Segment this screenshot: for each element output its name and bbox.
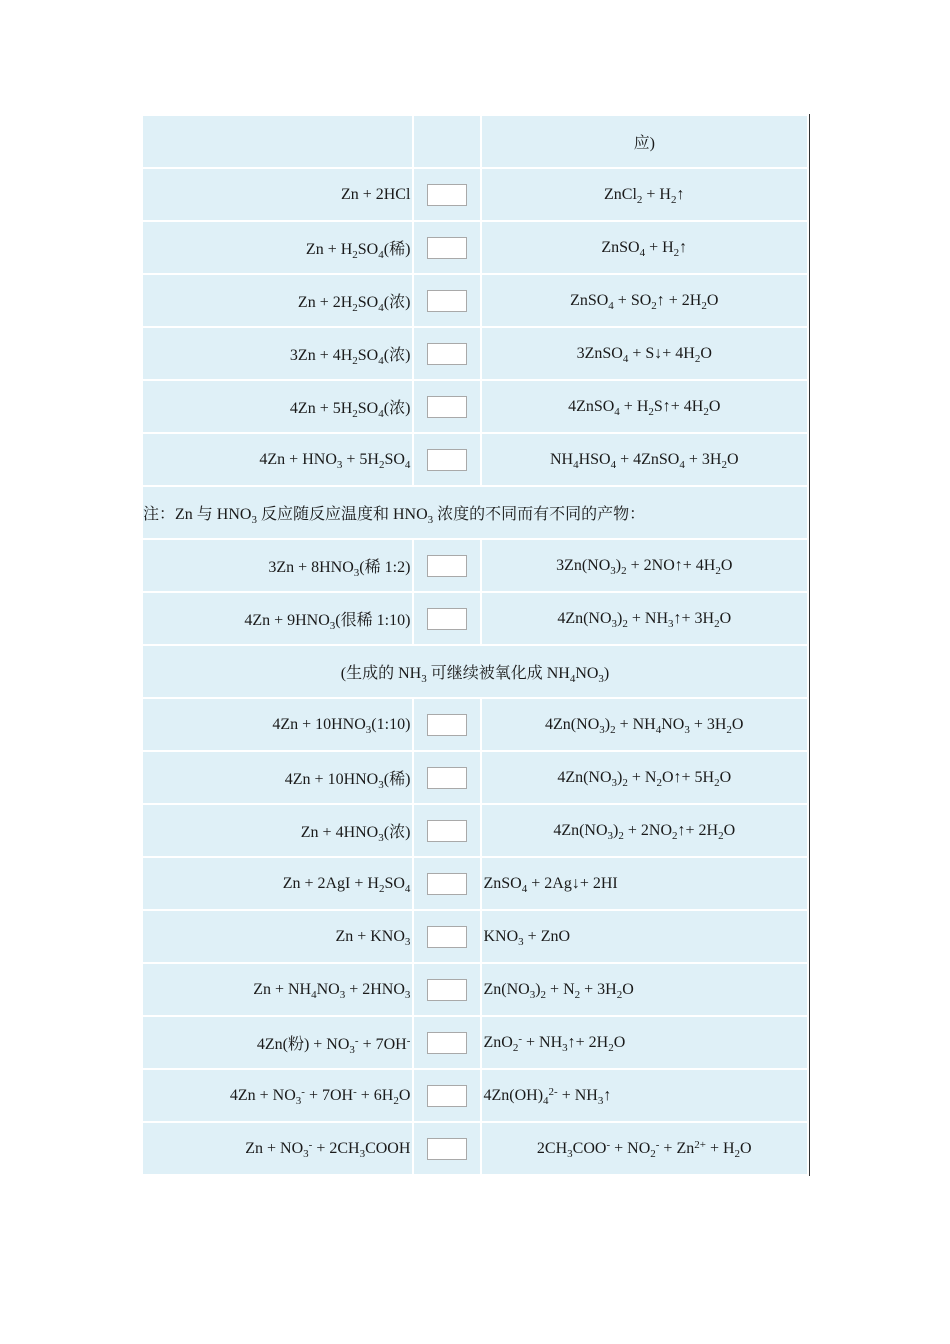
- products-cell: $4Zn(NO_3)_2 + NH_4NO_3 + 3H_2O$: [482, 699, 808, 750]
- condition-cell: [414, 1123, 479, 1174]
- blank-answer-box: [427, 396, 467, 418]
- products-cell: $2CH_3COO^- + NO_2^- + Zn^{2+} + H_2O$: [482, 1123, 808, 1174]
- blank-answer-box: [427, 1032, 467, 1054]
- condition-cell: [414, 540, 479, 591]
- reaction-row: [143, 116, 807, 167]
- products-cell: $KNO_3$ + ZnO: [482, 911, 808, 962]
- note-row: [143, 646, 807, 697]
- blank-answer-box: [427, 237, 467, 259]
- reactants-cell: $4Zn + HNO_3 + 5H_2SO_4$: [143, 434, 412, 485]
- condition-cell: [414, 116, 479, 167]
- products-cell: ZnSO$_4$ + 2Ag↓+ 2HI: [482, 858, 808, 909]
- reactants-cell: $Zn + H_2SO_4$(稀): [143, 222, 412, 273]
- reaction-row: [143, 858, 807, 909]
- reaction-row: [143, 275, 807, 326]
- reaction-table-body: [143, 116, 807, 1174]
- reactants-cell: $Zn + KNO_3$: [143, 911, 412, 962]
- reactants-cell: $4Zn + 10HNO_3(1:10)$: [143, 699, 412, 750]
- reactants-cell: $3Zn + 8HNO_3$(稀 1:2): [143, 540, 412, 591]
- blank-answer-box: [427, 926, 467, 948]
- condition-cell: [414, 275, 479, 326]
- reaction-row: [143, 964, 807, 1015]
- products-cell: 应): [482, 116, 808, 167]
- blank-answer-box: [427, 1085, 467, 1107]
- condition-cell: [414, 328, 479, 379]
- reactants-cell: $Zn + NO_3^-$ + $2CH_3COOH$: [143, 1123, 412, 1174]
- condition-cell: [414, 593, 479, 644]
- blank-answer-box: [427, 767, 467, 789]
- products-cell: $4Zn(OH)_4^{2-}$ + $NH_3↑$: [482, 1070, 808, 1121]
- blank-answer-box: [427, 873, 467, 895]
- products-cell: $NH_4HSO_4$ + 4ZnSO$_4$ + $3H_2O$: [482, 434, 808, 485]
- note-row: [143, 487, 807, 538]
- reactants-cell: $Zn + 2AgI + H_2SO_4$: [143, 858, 412, 909]
- products-cell: $4Zn(NO_3)_2$ + $N_2O↑+ 5H_2O$: [482, 752, 808, 803]
- reaction-table: [141, 114, 810, 1176]
- condition-cell: [414, 911, 479, 962]
- reactants-cell: $4Zn + 5H_2SO_4$(浓): [143, 381, 412, 432]
- reactants-cell: $4Zn + 9HNO_3$(很稀 1:10): [143, 593, 412, 644]
- reaction-row: [143, 169, 807, 220]
- blank-answer-box: [427, 290, 467, 312]
- reaction-row: [143, 434, 807, 485]
- reaction-row: [143, 328, 807, 379]
- reaction-row: [143, 381, 807, 432]
- condition-cell: [414, 222, 479, 273]
- products-cell: ZnSO$_4$ + $SO_2↑ + 2H_2O$: [482, 275, 808, 326]
- products-cell: $ZnO_2^- + NH_3↑+ 2H_2O$: [482, 1017, 808, 1068]
- blank-answer-box: [427, 979, 467, 1001]
- products-cell: $3Zn(NO_3)_2$ + 2NO↑+ $4H_2O$: [482, 540, 808, 591]
- blank-answer-box: [427, 608, 467, 630]
- condition-cell: [414, 805, 479, 856]
- products-cell: $4Zn(NO_3)_2$ + $NH_3↑+ 3H_2O$: [482, 593, 808, 644]
- condition-cell: [414, 169, 479, 220]
- products-cell: $4Zn(NO_3)_2$ + $2NO_2↑+ 2H_2O$: [482, 805, 808, 856]
- note-text: (生成的 $NH_3$ 可继续被氧化成 $NH_4NO_3$): [143, 646, 807, 697]
- reaction-row: [143, 593, 807, 644]
- reactants-cell: 4Zn(粉) + $NO_3^- + 7OH^-$: [143, 1017, 412, 1068]
- reactants-cell: [143, 116, 412, 167]
- reaction-row: [143, 540, 807, 591]
- reaction-row: [143, 752, 807, 803]
- blank-answer-box: [427, 343, 467, 365]
- reactants-cell: $4Zn + NO_3^- + 7OH^- + 6H_2O$: [143, 1070, 412, 1121]
- condition-cell: [414, 752, 479, 803]
- reaction-row: [143, 1070, 807, 1121]
- blank-answer-box: [427, 555, 467, 577]
- blank-answer-box: [427, 449, 467, 471]
- condition-cell: [414, 1017, 479, 1068]
- reaction-row: [143, 222, 807, 273]
- blank-answer-box: [427, 820, 467, 842]
- reaction-row: [143, 699, 807, 750]
- reactants-cell: $Zn + 2H_2SO_4$(浓): [143, 275, 412, 326]
- reactants-cell: $Zn + NH_4NO_3 + 2HNO_3$: [143, 964, 412, 1015]
- products-cell: 4ZnSO$_4$ + $H_2S↑+ 4H_2O$: [482, 381, 808, 432]
- condition-cell: [414, 964, 479, 1015]
- condition-cell: [414, 858, 479, 909]
- reactants-cell: $Zn + 4HNO_3$(浓): [143, 805, 412, 856]
- reaction-row: [143, 1123, 807, 1174]
- reaction-row: [143, 805, 807, 856]
- condition-cell: [414, 434, 479, 485]
- blank-answer-box: [427, 1138, 467, 1160]
- condition-cell: [414, 381, 479, 432]
- reaction-row: [143, 911, 807, 962]
- products-cell: 3ZnSO$_4$ + S↓+ $4H_2O$: [482, 328, 808, 379]
- reactants-cell: $4Zn + 10HNO_3$(稀): [143, 752, 412, 803]
- condition-cell: [414, 1070, 479, 1121]
- products-cell: $Zn(NO_3)_2 + N_2 + 3H_2O$: [482, 964, 808, 1015]
- reactants-cell: Zn + 2HCl: [143, 169, 412, 220]
- reactants-cell: $3Zn + 4H_2SO_4$(浓): [143, 328, 412, 379]
- reaction-row: [143, 1017, 807, 1068]
- note-text: 注：Zn 与 $HNO_3$ 反应随反应温度和 $HNO_3$ 浓度的不同而有不同的产物：: [143, 487, 807, 538]
- blank-answer-box: [427, 714, 467, 736]
- products-cell: ZnCl$_2$ + $H_2↑$: [482, 169, 808, 220]
- condition-cell: [414, 699, 479, 750]
- products-cell: ZnSO$_4$ + $H_2↑$: [482, 222, 808, 273]
- blank-answer-box: [427, 184, 467, 206]
